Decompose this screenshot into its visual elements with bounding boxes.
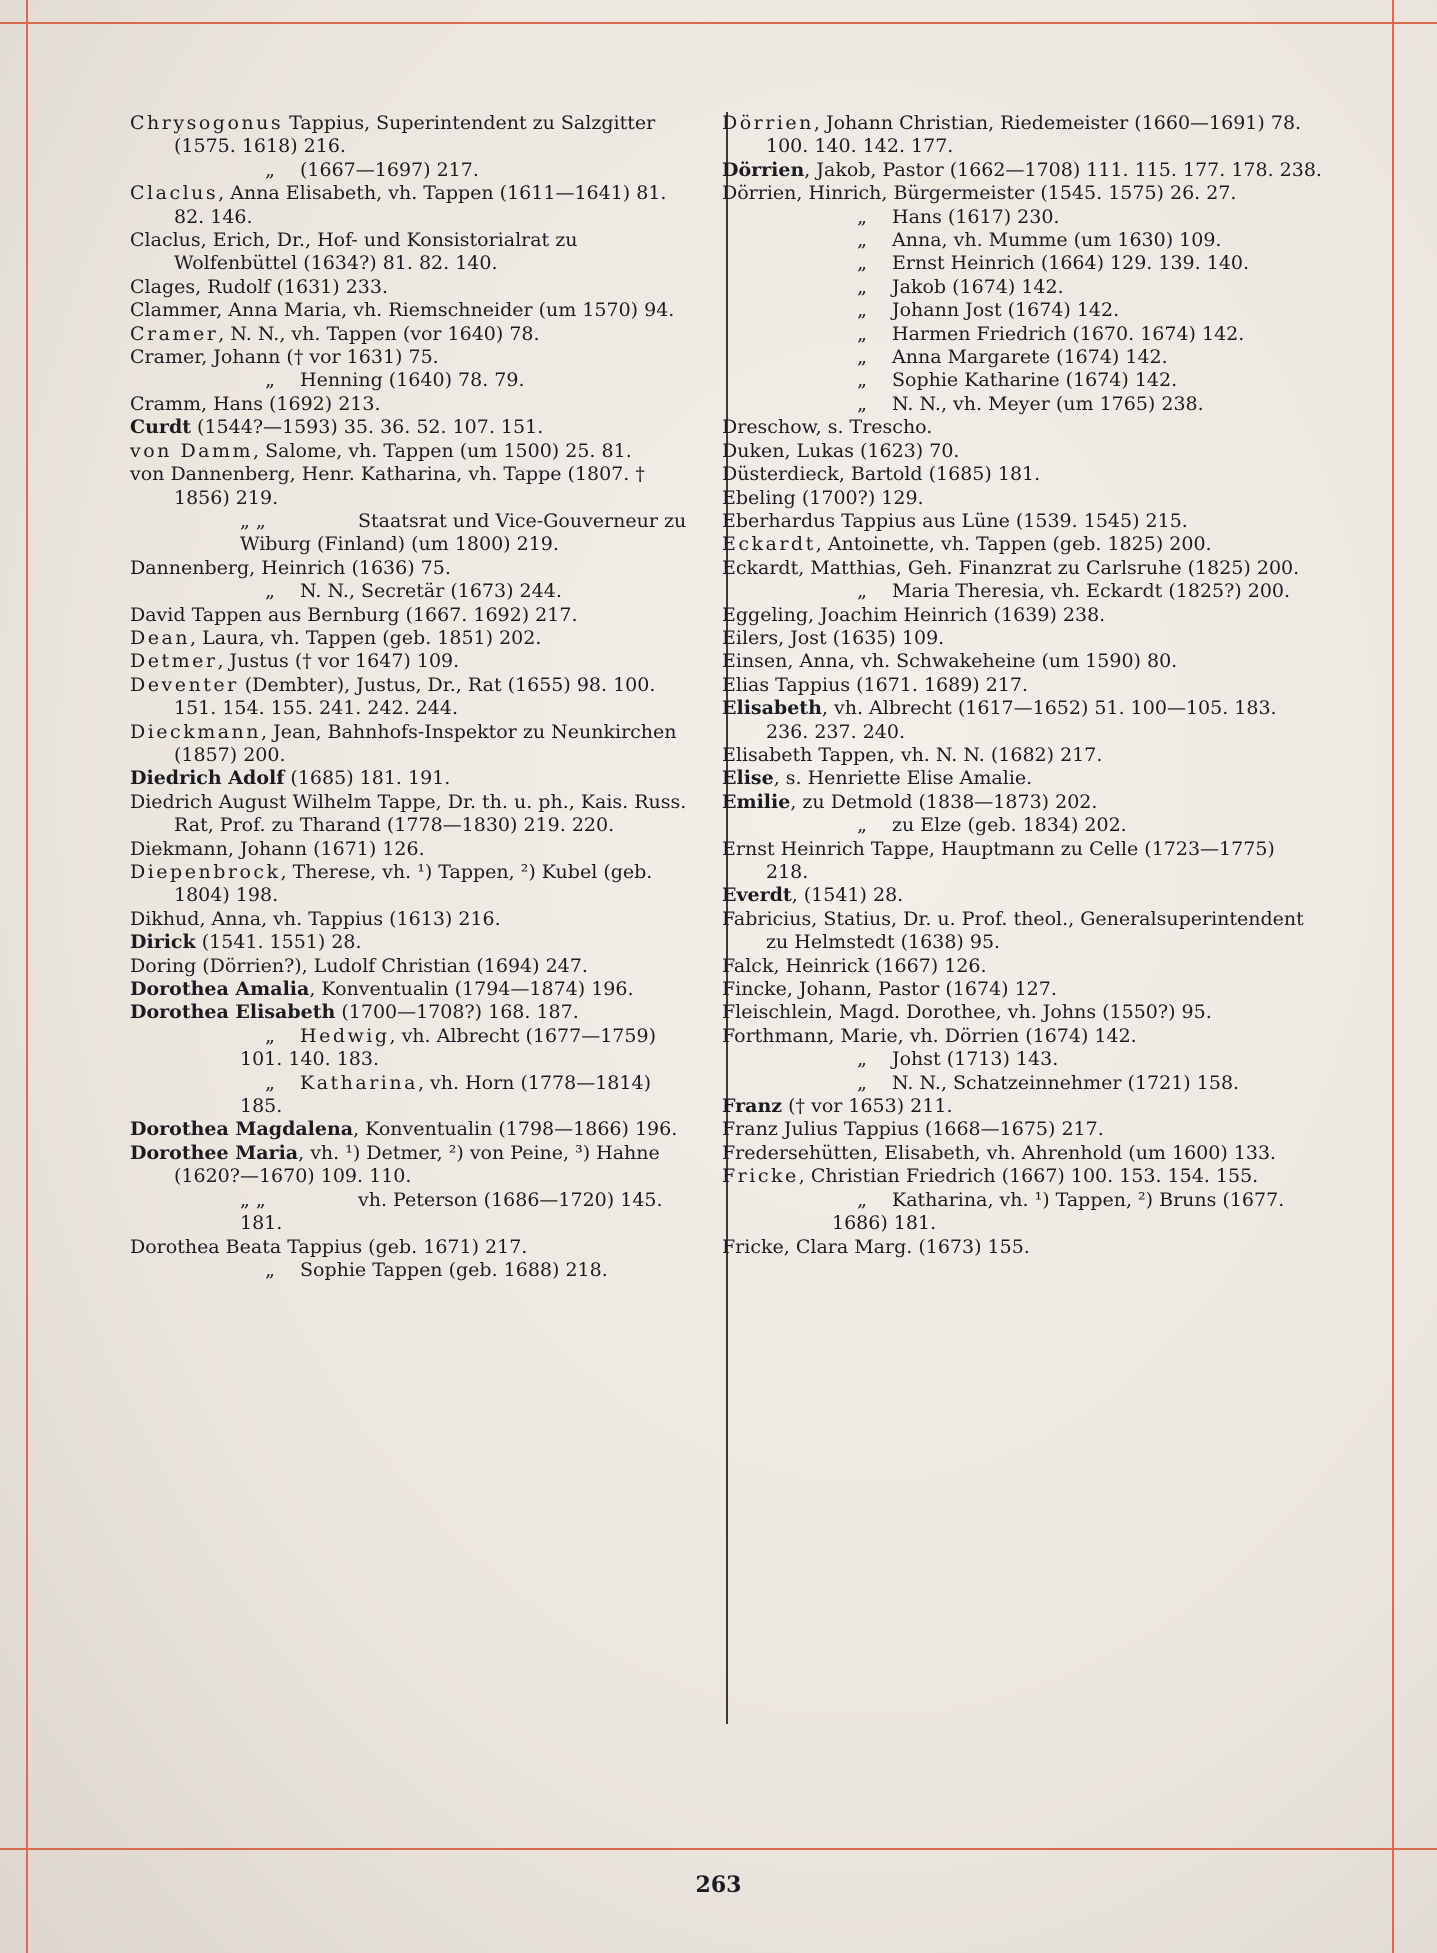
- entry-name: Chrysogonus: [130, 112, 284, 134]
- entry-text: , s. Henriette Elise Amalie.: [773, 767, 1033, 790]
- ditto-mark: „: [857, 1071, 867, 1094]
- entry-name: Cramer: [130, 346, 202, 369]
- index-entry: [832, 393, 1322, 416]
- entry-text: (1685) 181. 191.: [284, 767, 451, 790]
- index-entry: [832, 206, 1322, 229]
- index-entry: [722, 884, 1322, 907]
- left-column: [130, 112, 690, 1282]
- index-entry: [722, 955, 1322, 978]
- entry-text: , vh. Albrecht (1677—1759) 101. 140. 183.: [240, 1024, 656, 1071]
- entry-text: Sophie Tappen (geb. 1688) 218.: [300, 1258, 608, 1281]
- entry-text: , Johann, Pastor (1674) 127.: [786, 978, 1057, 1001]
- entry-name: Doring: [130, 954, 197, 977]
- entry-text: Ernst Heinrich (1664) 129. 139. 140.: [892, 252, 1250, 275]
- index-entry: [240, 580, 690, 603]
- entry-text: August Wilhelm Tappe, Dr. th. u. ph., Kais. Russ. Rat, Prof. zu Tharand (1778—1830) 219. 220.: [174, 790, 687, 837]
- entry-text: vh. Peterson (1686—1720) 145. 181.: [240, 1188, 663, 1235]
- ditto-mark: „: [265, 580, 275, 603]
- ditto-mark: „: [857, 580, 867, 603]
- entry-name: Elise: [722, 767, 774, 790]
- ditto-mark: „: [857, 299, 867, 322]
- entry-text: Sophie Katharine (1674) 142.: [892, 369, 1178, 392]
- entry-name: Fricke: [722, 1165, 799, 1188]
- entry-text: (1541. 1551) 28.: [195, 931, 362, 954]
- entry-text: Beata Tappius (geb. 1671) 217.: [219, 1235, 528, 1258]
- index-entry: [130, 229, 690, 276]
- entry-text: , Hinrich, Bürgermeister (1545. 1575) 26. 27.: [796, 182, 1237, 205]
- entry-name: Dieckmann: [130, 720, 262, 743]
- entry-name: Fabricius: [722, 907, 812, 930]
- entry-text: Julius Tappius (1668—1675) 217.: [777, 1118, 1104, 1141]
- entry-text: , (1541) 28.: [791, 884, 904, 907]
- entry-text: N. N., Schatzeinnehmer (1721) 158.: [892, 1071, 1240, 1094]
- index-entry: [722, 744, 1322, 767]
- entry-name: Everdt: [722, 884, 792, 907]
- ditto-mark: „: [857, 229, 867, 252]
- index-entry: [130, 440, 690, 463]
- index-entry: [130, 861, 690, 908]
- entry-text: Harmen Friedrich (1670. 1674) 142.: [892, 322, 1245, 345]
- entry-name: Eilers: [722, 626, 779, 649]
- entry-text: Tappius aus Lüne (1539. 1545) 215.: [835, 509, 1188, 532]
- entry-text: (Dörrien?), Ludolf Christian (1694) 247.: [196, 954, 588, 977]
- entry-name: Clages: [130, 275, 196, 298]
- ditto-mark: „: [857, 369, 867, 392]
- index-entry: [240, 1189, 690, 1236]
- index-entry: [130, 931, 690, 954]
- entry-text: Johann Jost (1674) 142.: [892, 299, 1120, 322]
- index-entry: [130, 978, 690, 1001]
- top-margin-rule: [0, 22, 1437, 24]
- entry-name: Dorothea: [130, 1235, 220, 1258]
- entry-name: Ernst: [722, 837, 775, 860]
- index-entry: [832, 1048, 1322, 1071]
- index-entry: [130, 627, 690, 650]
- entry-text: , Bartold (1685) 181.: [838, 463, 1041, 486]
- index-entry: [240, 1259, 690, 1282]
- index-entry: [722, 1118, 1322, 1141]
- entry-name: Eggeling: [722, 603, 808, 626]
- index-entry: [722, 112, 1322, 159]
- entry-text: , Joachim Heinrich (1639) 238.: [808, 603, 1106, 626]
- ditto-mark: „: [265, 158, 275, 181]
- entry-text: , Heinrick (1667) 126.: [773, 954, 987, 977]
- index-entry: [832, 1072, 1322, 1095]
- ditto-mark: „: [265, 1258, 275, 1281]
- index-entry: [722, 557, 1322, 580]
- entry-name: Ebeling: [722, 486, 796, 509]
- index-entry: [722, 182, 1322, 205]
- entry-text: , Rudolf (1631) 233.: [195, 275, 389, 298]
- page-number: 263: [695, 1872, 742, 1898]
- ditto-mark: „: [857, 322, 867, 345]
- index-entry: [722, 767, 1322, 790]
- entry-name: Clammer: [130, 299, 217, 322]
- index-entry: [722, 908, 1322, 955]
- entry-text: , Jean, Bahnhofs-Inspektor zu Neunkirchen (1857) 200.: [174, 720, 677, 766]
- entry-name: Dörrien: [722, 158, 805, 181]
- entry-text: Tappius, Superintendent zu Salzgitter (1575. 1618) 216.: [174, 112, 656, 158]
- index-entry: [130, 1118, 690, 1141]
- entry-text: , Jakob, Pastor (1662—1708) 111. 115. 177. 178. 238.: [804, 158, 1322, 181]
- entry-text: , Henr. Katharina, vh. Tappe (1807. † 1856) 219.: [174, 463, 645, 509]
- entry-name: Dirick: [130, 931, 196, 954]
- entry-name: Forthmann: [722, 1024, 829, 1047]
- index-entry: [130, 721, 690, 768]
- entry-name: Diekmann: [130, 837, 228, 860]
- entry-name: Elias: [722, 673, 770, 696]
- index-entry: [832, 369, 1322, 392]
- entry-name: Katharina: [300, 1071, 418, 1094]
- index-entry: [130, 1142, 690, 1189]
- entry-text: , vh. Albrecht (1617—1652) 51. 100—105. 183. 236. 237. 240.: [766, 697, 1277, 743]
- entry-text: Hans (1617) 230.: [892, 205, 1060, 228]
- entry-name: Elisabeth: [722, 697, 822, 720]
- entry-text: Henning (1640) 78. 79.: [300, 369, 525, 392]
- index-entry: [130, 791, 690, 838]
- index-entry: [722, 1165, 1322, 1188]
- ditto-mark: „: [857, 275, 867, 298]
- index-entry: [722, 440, 1322, 463]
- entry-name: Claclus: [130, 229, 201, 252]
- entry-name: Dikhud: [130, 907, 200, 930]
- index-entry: [722, 978, 1322, 1001]
- entry-text: (Dembter), Justus, Dr., Rat (1655) 98. 100. 151. 154. 155. 241. 242. 244.: [174, 673, 656, 720]
- entry-name: Franz: [722, 1095, 783, 1118]
- index-entry: [130, 674, 690, 721]
- index-entry: [832, 580, 1322, 603]
- index-entry: [130, 1001, 690, 1024]
- entry-text: , Matthias, Geh. Finanzrat zu Carlsruhe (1825) 200.: [798, 556, 1300, 579]
- entry-text: zu Elze (geb. 1834) 202.: [892, 814, 1127, 837]
- entry-text: , Elisabeth, vh. Ahrenhold (um 1600) 133.: [872, 1141, 1277, 1164]
- entry-name: Hedwig: [300, 1024, 390, 1047]
- entry-name: Dorothea Magdalena: [130, 1118, 354, 1141]
- right-margin-rule: [1392, 0, 1394, 1953]
- entry-text: Staatsrat und Vice-Gouverneur zu Wiburg (Finland) (um 1800) 219.: [240, 509, 687, 556]
- entry-text: , Anna Maria, vh. Riemschneider (um 1570) 94.: [216, 299, 675, 322]
- index-entry: [130, 182, 690, 229]
- entry-text: , Johann Christian, Riedemeister (1660—1691) 78. 100. 140. 142. 177.: [766, 112, 1302, 158]
- entry-name: Fricke: [722, 1235, 784, 1258]
- entry-name: Einsen: [722, 650, 788, 673]
- index-entry: [722, 1142, 1322, 1165]
- index-entry: [130, 463, 690, 510]
- index-entry: [832, 252, 1322, 275]
- entry-text: (1544?—1593) 35. 36. 52. 107. 151.: [191, 416, 544, 439]
- entry-text: Heinrich Tappe, Hauptmann zu Celle (1723—1775) 218.: [766, 837, 1275, 883]
- entry-text: Anna Margarete (1674) 142.: [892, 346, 1168, 369]
- entry-text: , Anna Elisabeth, vh. Tappen (1611—1641) 81. 82. 146.: [174, 182, 667, 228]
- entry-text: , Konventualin (1794—1874) 196.: [309, 978, 634, 1001]
- index-entry: [130, 346, 690, 369]
- index-entry: [240, 1025, 690, 1072]
- entry-name: Diedrich: [130, 790, 213, 813]
- index-entry: [722, 159, 1322, 182]
- index-entry: [130, 557, 690, 580]
- entry-text: , Anna, vh. Schwakeheine (um 1590) 80.: [787, 650, 1178, 673]
- index-entry: [130, 908, 690, 931]
- index-entry: [130, 767, 690, 790]
- entry-name: Fleischlein: [722, 1001, 827, 1024]
- entry-text: N. N., Secretär (1673) 244.: [300, 580, 562, 603]
- entry-name: Eckardt: [722, 533, 816, 556]
- index-entry: [130, 323, 690, 346]
- entry-name: Fincke: [722, 978, 787, 1001]
- entry-name: Dorothea Amalia: [130, 978, 310, 1001]
- index-entry: [240, 159, 690, 182]
- entry-name: Fredersehütten: [722, 1141, 873, 1164]
- entry-text: , Heinrich (1636) 75.: [249, 556, 451, 579]
- entry-text: , Magd. Dorothee, vh. Johns (1550?) 95.: [826, 1001, 1212, 1024]
- entry-name: von Dannenberg: [130, 463, 290, 486]
- index-entry: [130, 112, 690, 159]
- entry-text: , Statius, Dr. u. Prof. theol., Generalsuperintendent zu Helmstedt (1638) 95.: [766, 907, 1304, 954]
- index-entry: [240, 1072, 690, 1119]
- ditto-mark: „ „: [240, 1188, 266, 1211]
- entry-name: Dörrien: [722, 112, 814, 134]
- index-entry: [832, 346, 1322, 369]
- index-entry: [722, 1236, 1322, 1259]
- ditto-mark: „: [857, 346, 867, 369]
- index-entry: [130, 604, 690, 627]
- index-entry: [722, 650, 1322, 673]
- entry-text: (1700?) 129.: [795, 486, 924, 509]
- entry-text: Johst (1713) 143.: [892, 1048, 1059, 1071]
- index-entry: [130, 650, 690, 673]
- entry-name: Düsterdieck: [722, 463, 839, 486]
- index-entry: [722, 697, 1322, 744]
- entry-text: Tappius (1671. 1689) 217.: [769, 673, 1029, 696]
- entry-name: Franz: [722, 1118, 778, 1141]
- entry-name: Deventer: [130, 673, 239, 696]
- ditto-mark: „ „: [240, 509, 266, 532]
- index-entry: [832, 276, 1322, 299]
- entry-text: , Jost (1635) 109.: [778, 626, 945, 649]
- ditto-mark: „: [265, 1024, 275, 1047]
- entry-text: , zu Detmold (1838—1873) 202.: [790, 790, 1098, 813]
- entry-name: Dorothee Maria: [130, 1141, 299, 1164]
- ditto-mark: „: [857, 392, 867, 415]
- entry-name: Dorothea Elisabeth: [130, 1001, 336, 1024]
- entry-text: Katharina, vh. ¹) Tappen, ²) Bruns (1677. 1686) 181.: [832, 1188, 1285, 1235]
- entry-text: , Christian Friedrich (1667) 100. 153. 154. 155.: [798, 1165, 1259, 1188]
- right-column: [722, 112, 1322, 1259]
- entry-text: , Therese, vh. ¹) Tappen, ²) Kubel (geb. 1804) 198.: [174, 861, 653, 907]
- entry-name: Dannenberg: [130, 556, 250, 579]
- entry-name: David: [130, 603, 186, 626]
- entry-text: , Lukas (1623) 70.: [784, 439, 960, 462]
- index-entry: [722, 604, 1322, 627]
- index-entry: [240, 510, 690, 557]
- entry-text: , Antoinette, vh. Tappen (geb. 1825) 200.: [815, 533, 1212, 556]
- entry-text: Tappen, vh. N. N. (1682) 217.: [812, 743, 1103, 766]
- ditto-mark: „: [857, 1188, 867, 1211]
- entry-name: Cramer: [130, 322, 219, 345]
- left-margin-rule: [26, 0, 28, 1953]
- ditto-mark: „: [265, 369, 275, 392]
- entry-name: Emilie: [722, 790, 791, 813]
- entry-name: Diepenbrock: [130, 861, 281, 883]
- bottom-margin-rule: [0, 1848, 1437, 1850]
- entry-text: , Laura, vh. Tappen (geb. 1851) 202.: [190, 626, 542, 649]
- entry-name: Dean: [130, 626, 191, 649]
- entry-text: , Anna, vh. Tappius (1613) 216.: [199, 907, 501, 930]
- entry-name: Eberhardus: [722, 509, 836, 532]
- index-entry: [130, 416, 690, 439]
- entry-text: Anna, vh. Mumme (um 1630) 109.: [892, 229, 1222, 252]
- entry-name: von Damm: [130, 439, 254, 462]
- entry-text: , Konventualin (1798—1866) 196.: [353, 1118, 678, 1141]
- entry-name: Claclus: [130, 182, 219, 205]
- index-entry: [130, 276, 690, 299]
- index-entry: [722, 533, 1322, 556]
- index-entry: [130, 838, 690, 861]
- entry-name: Detmer: [130, 650, 218, 673]
- index-entry: [722, 1095, 1322, 1118]
- entry-name: Eckardt: [722, 556, 799, 579]
- entry-text: , Marie, vh. Dörrien (1674) 142.: [828, 1024, 1137, 1047]
- entry-text: , Johann (1671) 126.: [227, 837, 425, 860]
- entry-text: , Erich, Dr., Hof- und Konsistorialrat zu Wolfenbüttel (1634?) 81. 82. 140.: [174, 229, 578, 275]
- entry-text: , Clara Marg. (1673) 155.: [783, 1235, 1030, 1258]
- entry-text: , Salome, vh. Tappen (um 1500) 25. 81.: [253, 439, 632, 462]
- entry-text: Tappen aus Bernburg (1667. 1692) 217.: [185, 603, 578, 626]
- entry-name: Dörrien: [722, 182, 797, 205]
- ditto-mark: „: [857, 814, 867, 837]
- entry-text: , s. Trescho.: [815, 416, 933, 439]
- entry-name: Elisabeth: [722, 743, 813, 766]
- index-entry: [832, 814, 1322, 837]
- entry-name: Duken: [722, 439, 785, 462]
- index-entry: [130, 299, 690, 322]
- entry-name: Cramm: [130, 392, 201, 415]
- entry-text: , Hans (1692) 213.: [200, 392, 381, 415]
- ditto-mark: „: [857, 205, 867, 228]
- entry-text: Jakob (1674) 142.: [892, 275, 1064, 298]
- index-entry: [722, 791, 1322, 814]
- entry-text: N. N., vh. Meyer (um 1765) 238.: [892, 392, 1204, 415]
- index-entry: [832, 1189, 1322, 1236]
- entry-text: , vh. ¹) Detmer, ²) von Peine, ³) Hahne (1620?—1670) 109. 110.: [174, 1141, 660, 1188]
- index-entry: [722, 416, 1322, 439]
- ditto-mark: „: [857, 252, 867, 275]
- entry-name: Dreschow: [722, 416, 816, 439]
- index-entry: [722, 1025, 1322, 1048]
- index-entry: [832, 323, 1322, 346]
- index-entry: [130, 393, 690, 416]
- index-entry: [240, 369, 690, 392]
- entry-name: Falck: [722, 954, 774, 977]
- entry-text: , Johann († vor 1631) 75.: [201, 346, 439, 369]
- index-entry: [722, 627, 1322, 650]
- index-entry: [832, 299, 1322, 322]
- entry-text: († vor 1653) 211.: [782, 1095, 953, 1118]
- index-entry: [832, 229, 1322, 252]
- entry-text: , vh. Horn (1778—1814) 185.: [240, 1071, 651, 1118]
- entry-text: (1700—1708?) 168. 187.: [335, 1001, 579, 1024]
- entry-text: , N. N., vh. Tappen (vor 1640) 78.: [218, 322, 540, 345]
- entry-text: (1667—1697) 217.: [300, 158, 479, 181]
- entry-text: , Justus († vor 1647) 109.: [217, 650, 460, 673]
- ditto-mark: „: [265, 1071, 275, 1094]
- index-entry: [722, 510, 1322, 533]
- index-entry: [722, 463, 1322, 486]
- index-entry: [130, 1236, 690, 1259]
- entry-text: Maria Theresia, vh. Eckardt (1825?) 200.: [892, 580, 1291, 603]
- index-entry: [130, 955, 690, 978]
- entry-name: Diedrich Adolf: [130, 767, 285, 790]
- entry-name: Curdt: [130, 416, 192, 439]
- index-entry: [722, 838, 1322, 885]
- index-entry: [722, 674, 1322, 697]
- index-entry: [722, 487, 1322, 510]
- ditto-mark: „: [857, 1048, 867, 1071]
- index-entry: [722, 1001, 1322, 1024]
